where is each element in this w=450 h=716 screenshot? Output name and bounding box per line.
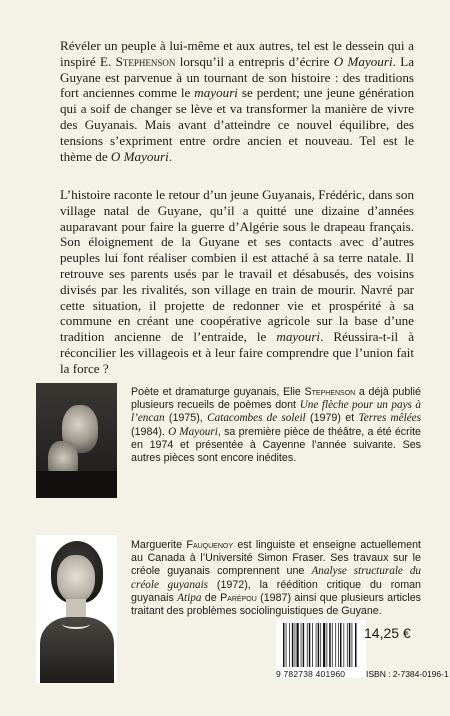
description-paragraph-1: Révéler un peuple à lui-même et aux autres, tel est le dessein qui a inspiré E. Stephenson lorsqu’il a entrepris d’écrire O Mayouri. La Guyane est parvenue à un tournant de son histoire : des traditions fort anciennes comme le mayouri se perdent; une jeune génération qui a soif de changer se lève et va transformer la manière de vivre des Guyanais. Mais avant d’atteindre ce nouvel équilibre, des tensions s’expriment entre ordre ancien et nouveau. Tel est le thème de O Mayouri. [60, 38, 415, 164]
author-name: Stephenson [115, 53, 176, 69]
translator-biography: Marguerite Fauquenoy est linguiste et enseigne actuellement au Canada à l’Université Simon Fraser. Ses travaux sur le créole guyanais comprennent une Analyse structurale du créole guyanais (1972), la réédition critique du roman guyanais Atipa de Parépou (1987) ainsi que plusieurs articles traitant des problèmes sociolinguistiques de Guyane. [131, 539, 422, 618]
translator-photo [36, 535, 117, 683]
description-paragraph-2: L’histoire raconte le retour d’un jeune Guyanais, Frédéric, dans son village natal de Guyane, qu’il a quitté une dizaine d’années auparavant pour faire la guerre d’Algérie sous le drapeau français. Son éloignement de la Guyane et ses contacts avec d’autres peuples lui font réaliser combien il est attaché à sa terre natale. Il retrouve ses parents usés par le travail et désabusés, des voisins divisés par les rivalités, son village en train de mourir. Navré par cette situation, il projette de redonner vie et prospérité à sa commune en créant une coopérative agricole sur la base d’une tradition ancienne de l’entraide, le mayouri. Réussira-t-il à réconcilier les villageois et à leur faire comprendre que l’union fait la force ? [60, 187, 414, 376]
barcode-bar [303, 623, 305, 667]
barcode-bar [297, 623, 299, 667]
barcode-bar [301, 623, 302, 667]
barcode-bar [283, 623, 285, 667]
barcode-bar [323, 623, 325, 667]
price: 14,25 € [364, 625, 411, 641]
barcode-bar [329, 623, 331, 667]
barcode [282, 623, 362, 667]
barcode-bar [338, 623, 339, 667]
barcode-bar [289, 623, 290, 667]
barcode-bar [327, 623, 328, 667]
barcode-bar [286, 623, 287, 667]
barcode-bar [307, 623, 308, 667]
barcode-bar [312, 623, 313, 667]
barcode-bar [292, 623, 294, 667]
barcode-bar [295, 623, 296, 667]
barcode-bar [332, 623, 333, 667]
author-photo [36, 383, 117, 498]
barcode-bar [320, 623, 321, 667]
isbn: ISBN : 2-7384-0196-1 [366, 669, 449, 679]
barcode-bar [343, 623, 344, 667]
barcode-bar [335, 623, 336, 667]
barcode-bar [316, 623, 317, 667]
barcode-bar [355, 623, 357, 667]
barcode-bar [309, 623, 311, 667]
barcode-digits: 9 782738 401960 [276, 669, 346, 679]
barcode-bar [347, 623, 348, 667]
play-title: O Mayouri [333, 53, 393, 69]
barcode-bar [318, 623, 320, 667]
author-biography: Poète et dramaturge guyanais, Elie Stephenson a déjà publié plusieurs recueils de poèmes dont Une flèche pour un pays à l’encan (1975), Catacombes de soleil (1979) et Terres mêlées (1984). O Mayouri, sa première pièce de théâtre, a été écrite en 1974 et présentée à Cayenne l’année suivante. Ses autres pièces sont encore inédites. [131, 386, 421, 465]
barcode-bar [352, 623, 353, 667]
barcode-bar [349, 623, 351, 667]
barcode-bar [340, 623, 342, 667]
